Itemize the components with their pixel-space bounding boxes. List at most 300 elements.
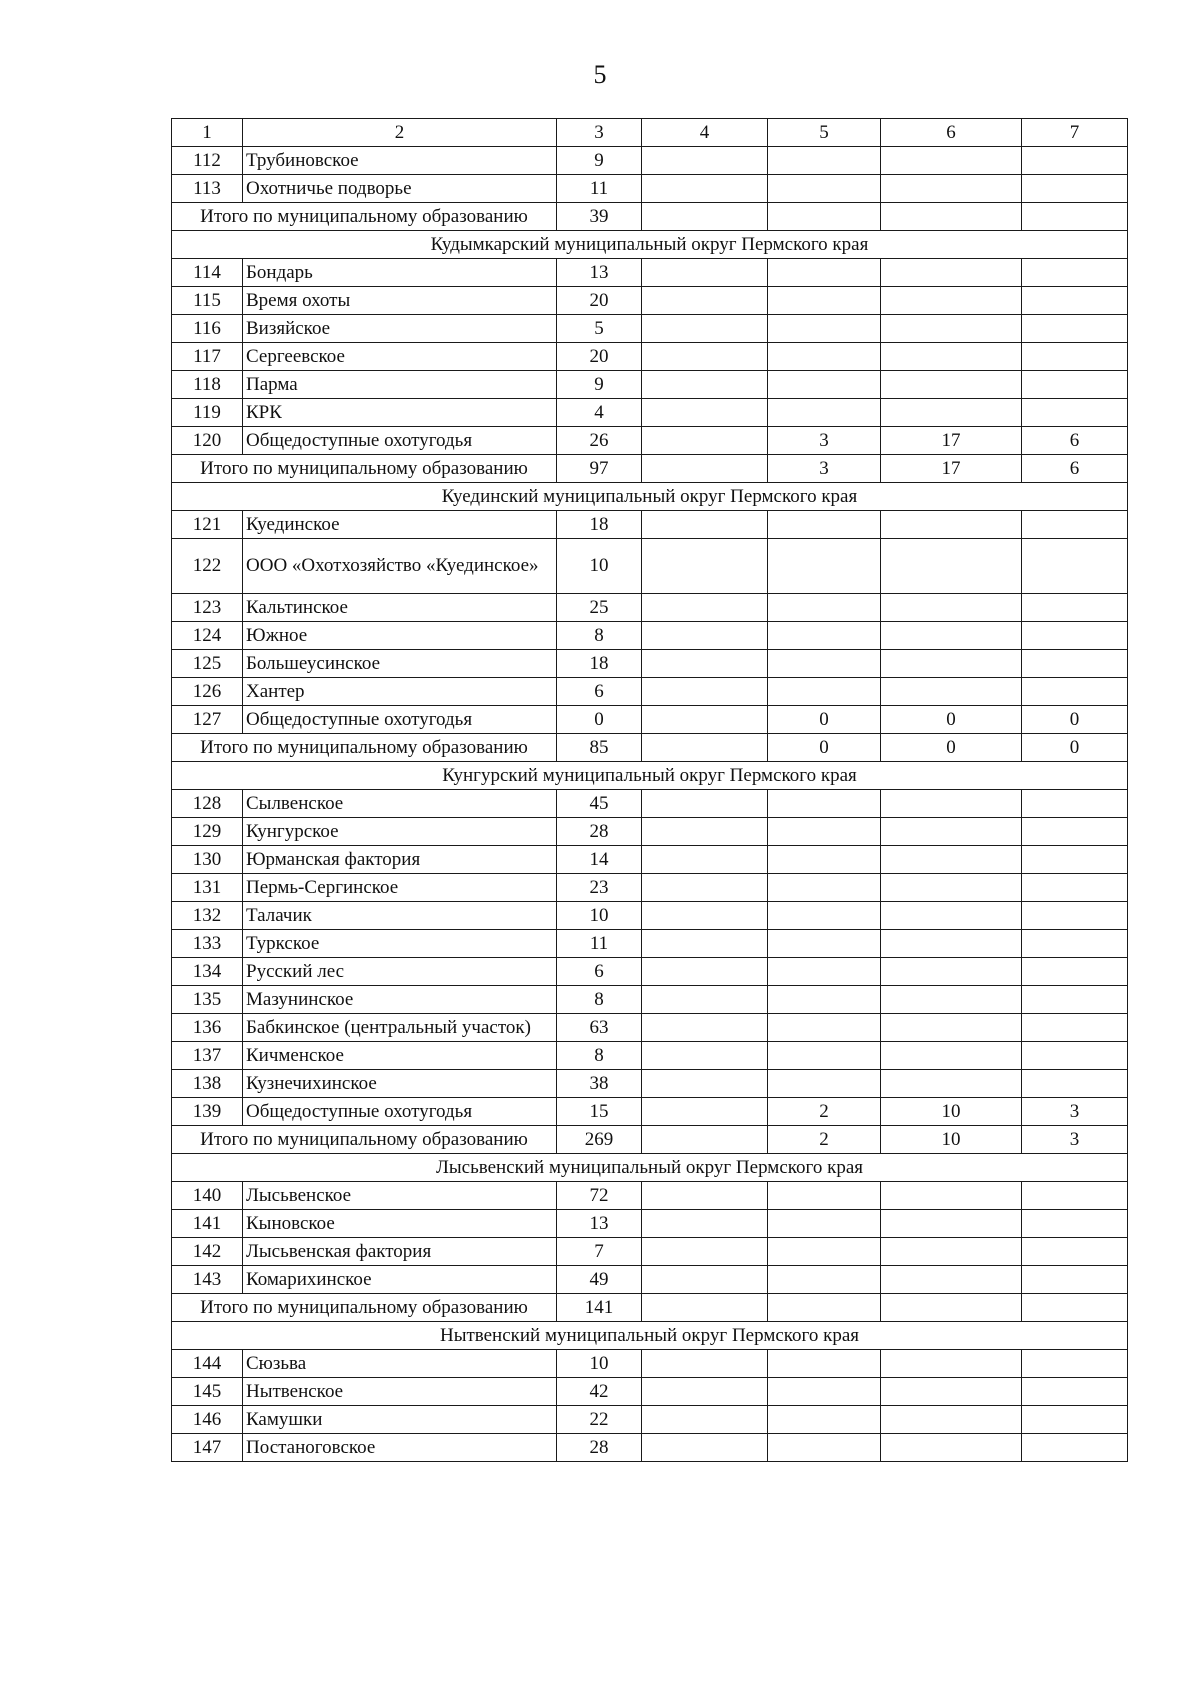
hunting-ground-name: Кыновское xyxy=(243,1210,557,1238)
cell-col6 xyxy=(881,930,1022,958)
cell-col5: 0 xyxy=(768,706,881,734)
header-cell: 2 xyxy=(243,119,557,147)
cell-col7 xyxy=(1022,1350,1128,1378)
hunting-ground-name: Туркское xyxy=(243,930,557,958)
row-number: 123 xyxy=(172,594,243,622)
cell-col7 xyxy=(1022,818,1128,846)
hunting-ground-name: Время охоты xyxy=(243,287,557,315)
total-label: Итого по муниципальному образованию xyxy=(172,203,557,231)
cell-col7: 6 xyxy=(1022,427,1128,455)
header-cell: 3 xyxy=(557,119,642,147)
cell-col6: 10 xyxy=(881,1126,1022,1154)
cell-col7 xyxy=(1022,1266,1128,1294)
cell-col7 xyxy=(1022,1210,1128,1238)
hunting-ground-name: ООО «Охотхозяйство «Куединское» xyxy=(243,539,557,594)
cell-col4 xyxy=(642,1406,768,1434)
cell-col5 xyxy=(768,650,881,678)
table-row xyxy=(172,622,1128,650)
row-number: 126 xyxy=(172,678,243,706)
hunting-ground-name: Трубиновское xyxy=(243,147,557,175)
page-number: 5 xyxy=(593,60,607,89)
row-number: 117 xyxy=(172,343,243,371)
cell-col6 xyxy=(881,1294,1022,1322)
table-row xyxy=(172,371,1128,399)
hunting-ground-name: Кунгурское xyxy=(243,818,557,846)
cell-col4 xyxy=(642,259,768,287)
row-number: 118 xyxy=(172,371,243,399)
cell-col6: 0 xyxy=(881,706,1022,734)
row-number: 142 xyxy=(172,1238,243,1266)
cell-col5 xyxy=(768,986,881,1014)
cell-col7 xyxy=(1022,1434,1128,1462)
cell-col6 xyxy=(881,650,1022,678)
hunting-ground-name: Кичменское xyxy=(243,1042,557,1070)
row-number: 127 xyxy=(172,706,243,734)
cell-col4 xyxy=(642,399,768,427)
cell-col5 xyxy=(768,846,881,874)
row-number: 141 xyxy=(172,1210,243,1238)
cell-col5 xyxy=(768,1266,881,1294)
cell-col3: 5 xyxy=(557,315,642,343)
hunting-ground-name: Визяйское xyxy=(243,315,557,343)
cell-col6: 17 xyxy=(881,455,1022,483)
cell-col6 xyxy=(881,511,1022,539)
section-title: Нытвенский муниципальный округ Пермского края xyxy=(172,1322,1128,1350)
cell-col3: 9 xyxy=(557,147,642,175)
cell-col6 xyxy=(881,594,1022,622)
section-title: Куединский муниципальный округ Пермского края xyxy=(172,483,1128,511)
hunting-ground-name: Куединское xyxy=(243,511,557,539)
cell-col5 xyxy=(768,1210,881,1238)
cell-col7: 0 xyxy=(1022,734,1128,762)
cell-col7 xyxy=(1022,874,1128,902)
cell-col7 xyxy=(1022,650,1128,678)
cell-col5 xyxy=(768,1070,881,1098)
cell-col3: 28 xyxy=(557,1434,642,1462)
hunting-ground-name: Постаноговское xyxy=(243,1434,557,1462)
cell-col7 xyxy=(1022,678,1128,706)
cell-col3: 0 xyxy=(557,706,642,734)
cell-col6 xyxy=(881,1266,1022,1294)
row-number: 125 xyxy=(172,650,243,678)
cell-col6 xyxy=(881,1210,1022,1238)
cell-col6 xyxy=(881,846,1022,874)
row-number: 119 xyxy=(172,399,243,427)
table-row xyxy=(172,706,1128,734)
table-row xyxy=(172,1238,1128,1266)
cell-col3: 13 xyxy=(557,259,642,287)
hunting-ground-name: Талачик xyxy=(243,902,557,930)
cell-col7: 0 xyxy=(1022,706,1128,734)
cell-col3: 45 xyxy=(557,790,642,818)
hunting-ground-name: Лысьвенское xyxy=(243,1182,557,1210)
hunting-ground-name: Общедоступные охотугодья xyxy=(243,1098,557,1126)
cell-col7 xyxy=(1022,622,1128,650)
cell-col3: 97 xyxy=(557,455,642,483)
cell-col4 xyxy=(642,1098,768,1126)
hunting-ground-name: Пермь-Сергинское xyxy=(243,874,557,902)
cell-col7: 3 xyxy=(1022,1126,1128,1154)
row-number: 128 xyxy=(172,790,243,818)
cell-col3: 7 xyxy=(557,1238,642,1266)
cell-col7 xyxy=(1022,594,1128,622)
cell-col7 xyxy=(1022,902,1128,930)
cell-col6 xyxy=(881,1378,1022,1406)
cell-col3: 23 xyxy=(557,874,642,902)
cell-col7 xyxy=(1022,343,1128,371)
cell-col3: 42 xyxy=(557,1378,642,1406)
cell-col7 xyxy=(1022,203,1128,231)
cell-col3: 49 xyxy=(557,1266,642,1294)
cell-col5 xyxy=(768,958,881,986)
cell-col3: 10 xyxy=(557,902,642,930)
cell-col4 xyxy=(642,1126,768,1154)
cell-col6 xyxy=(881,902,1022,930)
cell-col4 xyxy=(642,1378,768,1406)
cell-col4 xyxy=(642,1182,768,1210)
hunting-ground-name: Сергеевское xyxy=(243,343,557,371)
header-cell: 7 xyxy=(1022,119,1128,147)
cell-col6 xyxy=(881,371,1022,399)
cell-col4 xyxy=(642,203,768,231)
row-number: 147 xyxy=(172,1434,243,1462)
cell-col6 xyxy=(881,1182,1022,1210)
table-row xyxy=(172,930,1128,958)
hunting-ground-name: Большеусинское xyxy=(243,650,557,678)
cell-col7: 3 xyxy=(1022,1098,1128,1126)
cell-col7 xyxy=(1022,1182,1128,1210)
hunting-ground-name: Охотничье подворье xyxy=(243,175,557,203)
cell-col4 xyxy=(642,846,768,874)
cell-col5 xyxy=(768,902,881,930)
total-row xyxy=(172,203,1128,231)
row-number: 121 xyxy=(172,511,243,539)
cell-col7 xyxy=(1022,259,1128,287)
hunting-ground-name: Сюзьва xyxy=(243,1350,557,1378)
cell-col7 xyxy=(1022,986,1128,1014)
cell-col4 xyxy=(642,147,768,175)
table-row xyxy=(172,287,1128,315)
cell-col6 xyxy=(881,287,1022,315)
cell-col3: 25 xyxy=(557,594,642,622)
cell-col6 xyxy=(881,874,1022,902)
hunting-ground-name: КРК xyxy=(243,399,557,427)
cell-col5 xyxy=(768,930,881,958)
header-row xyxy=(172,119,1128,147)
hunting-ground-name: Южное xyxy=(243,622,557,650)
cell-col5 xyxy=(768,1378,881,1406)
section-header-row xyxy=(172,1322,1128,1350)
table-row xyxy=(172,1266,1128,1294)
cell-col3: 6 xyxy=(557,958,642,986)
cell-col5 xyxy=(768,287,881,315)
cell-col3: 20 xyxy=(557,343,642,371)
table-body xyxy=(172,119,1128,1462)
row-number: 134 xyxy=(172,958,243,986)
cell-col6 xyxy=(881,1350,1022,1378)
cell-col7 xyxy=(1022,1378,1128,1406)
table-row xyxy=(172,1182,1128,1210)
cell-col7 xyxy=(1022,511,1128,539)
hunting-ground-name: Нытвенское xyxy=(243,1378,557,1406)
table-row xyxy=(172,399,1128,427)
hunting-ground-name: Общедоступные охотугодья xyxy=(243,706,557,734)
table-row xyxy=(172,594,1128,622)
section-header-row xyxy=(172,1154,1128,1182)
cell-col5 xyxy=(768,1294,881,1322)
cell-col6 xyxy=(881,1014,1022,1042)
cell-col5: 0 xyxy=(768,734,881,762)
hunting-ground-name: Бабкинское (центральный участок) xyxy=(243,1014,557,1042)
cell-col4 xyxy=(642,539,768,594)
cell-col5 xyxy=(768,343,881,371)
cell-col7: 6 xyxy=(1022,455,1128,483)
hunting-ground-name: Русский лес xyxy=(243,958,557,986)
cell-col5 xyxy=(768,594,881,622)
cell-col6 xyxy=(881,399,1022,427)
cell-col3: 11 xyxy=(557,930,642,958)
cell-col6 xyxy=(881,818,1022,846)
row-number: 133 xyxy=(172,930,243,958)
cell-col7 xyxy=(1022,1070,1128,1098)
table-row xyxy=(172,1350,1128,1378)
row-number: 137 xyxy=(172,1042,243,1070)
cell-col4 xyxy=(642,650,768,678)
row-number: 146 xyxy=(172,1406,243,1434)
row-number: 131 xyxy=(172,874,243,902)
cell-col6 xyxy=(881,1238,1022,1266)
hunting-ground-name: Кузнечихинское xyxy=(243,1070,557,1098)
table-row xyxy=(172,1378,1128,1406)
row-number: 144 xyxy=(172,1350,243,1378)
cell-col4 xyxy=(642,371,768,399)
cell-col5 xyxy=(768,1406,881,1434)
cell-col7 xyxy=(1022,315,1128,343)
hunting-ground-name: Лысьвенская фактория xyxy=(243,1238,557,1266)
table-row xyxy=(172,902,1128,930)
table-row xyxy=(172,1014,1128,1042)
cell-col7 xyxy=(1022,790,1128,818)
cell-col6 xyxy=(881,203,1022,231)
row-number: 120 xyxy=(172,427,243,455)
table-row xyxy=(172,986,1128,1014)
cell-col5 xyxy=(768,1238,881,1266)
cell-col3: 4 xyxy=(557,399,642,427)
cell-col5 xyxy=(768,1014,881,1042)
cell-col7 xyxy=(1022,399,1128,427)
cell-col5 xyxy=(768,539,881,594)
cell-col3: 15 xyxy=(557,1098,642,1126)
cell-col5 xyxy=(768,371,881,399)
cell-col4 xyxy=(642,1070,768,1098)
cell-col5 xyxy=(768,175,881,203)
header-cell: 6 xyxy=(881,119,1022,147)
cell-col7 xyxy=(1022,930,1128,958)
table-row xyxy=(172,1406,1128,1434)
cell-col5: 3 xyxy=(768,455,881,483)
total-label: Итого по муниципальному образованию xyxy=(172,1294,557,1322)
hunting-ground-name: Камушки xyxy=(243,1406,557,1434)
cell-col3: 14 xyxy=(557,846,642,874)
cell-col7 xyxy=(1022,371,1128,399)
table-row xyxy=(172,175,1128,203)
cell-col7 xyxy=(1022,147,1128,175)
hunting-ground-name: Сылвенское xyxy=(243,790,557,818)
row-number: 122 xyxy=(172,539,243,594)
cell-col5 xyxy=(768,1434,881,1462)
cell-col6 xyxy=(881,175,1022,203)
hunting-ground-name: Хантер xyxy=(243,678,557,706)
section-title: Лысьвенский муниципальный округ Пермского края xyxy=(172,1154,1128,1182)
cell-col5 xyxy=(768,818,881,846)
cell-col3: 8 xyxy=(557,622,642,650)
cell-col4 xyxy=(642,930,768,958)
cell-col5: 3 xyxy=(768,427,881,455)
row-number: 143 xyxy=(172,1266,243,1294)
cell-col4 xyxy=(642,734,768,762)
section-header-row xyxy=(172,762,1128,790)
section-title: Кунгурский муниципальный округ Пермского края xyxy=(172,762,1128,790)
row-number: 130 xyxy=(172,846,243,874)
row-number: 135 xyxy=(172,986,243,1014)
cell-col6: 17 xyxy=(881,427,1022,455)
row-number: 136 xyxy=(172,1014,243,1042)
cell-col4 xyxy=(642,427,768,455)
total-row xyxy=(172,734,1128,762)
row-number: 138 xyxy=(172,1070,243,1098)
cell-col7 xyxy=(1022,1238,1128,1266)
table-row xyxy=(172,650,1128,678)
cell-col5 xyxy=(768,203,881,231)
row-number: 116 xyxy=(172,315,243,343)
cell-col5 xyxy=(768,790,881,818)
cell-col4 xyxy=(642,986,768,1014)
cell-col4 xyxy=(642,874,768,902)
cell-col6 xyxy=(881,343,1022,371)
row-number: 114 xyxy=(172,259,243,287)
table-row xyxy=(172,1070,1128,1098)
table-row xyxy=(172,315,1128,343)
cell-col7 xyxy=(1022,539,1128,594)
row-number: 113 xyxy=(172,175,243,203)
cell-col3: 72 xyxy=(557,1182,642,1210)
cell-col5: 2 xyxy=(768,1126,881,1154)
table-row xyxy=(172,1434,1128,1462)
cell-col3: 10 xyxy=(557,1350,642,1378)
table-row xyxy=(172,846,1128,874)
cell-col4 xyxy=(642,315,768,343)
cell-col6 xyxy=(881,622,1022,650)
cell-col3: 8 xyxy=(557,1042,642,1070)
cell-col4 xyxy=(642,1042,768,1070)
table-row xyxy=(172,790,1128,818)
cell-col5 xyxy=(768,678,881,706)
table-row xyxy=(172,1042,1128,1070)
section-title: Кудымкарский муниципальный округ Пермского края xyxy=(172,231,1128,259)
section-header-row xyxy=(172,483,1128,511)
cell-col4 xyxy=(642,511,768,539)
cell-col6 xyxy=(881,1042,1022,1070)
cell-col3: 26 xyxy=(557,427,642,455)
cell-col3: 9 xyxy=(557,371,642,399)
cell-col7 xyxy=(1022,1406,1128,1434)
hunting-ground-name: Бондарь xyxy=(243,259,557,287)
cell-col4 xyxy=(642,594,768,622)
cell-col5 xyxy=(768,315,881,343)
row-number: 129 xyxy=(172,818,243,846)
cell-col5 xyxy=(768,1182,881,1210)
table-row xyxy=(172,427,1128,455)
cell-col4 xyxy=(642,622,768,650)
cell-col6 xyxy=(881,678,1022,706)
section-header-row xyxy=(172,231,1128,259)
cell-col6 xyxy=(881,315,1022,343)
cell-col7 xyxy=(1022,846,1128,874)
cell-col6 xyxy=(881,259,1022,287)
cell-col7 xyxy=(1022,287,1128,315)
cell-col3: 141 xyxy=(557,1294,642,1322)
cell-col6 xyxy=(881,1434,1022,1462)
cell-col3: 28 xyxy=(557,818,642,846)
cell-col7 xyxy=(1022,175,1128,203)
total-label: Итого по муниципальному образованию xyxy=(172,455,557,483)
cell-col6 xyxy=(881,1070,1022,1098)
total-label: Итого по муниципальному образованию xyxy=(172,1126,557,1154)
hunting-ground-name: Парма xyxy=(243,371,557,399)
cell-col3: 269 xyxy=(557,1126,642,1154)
cell-col6: 10 xyxy=(881,1098,1022,1126)
cell-col5 xyxy=(768,259,881,287)
cell-col3: 13 xyxy=(557,1210,642,1238)
header-cell: 5 xyxy=(768,119,881,147)
row-number: 145 xyxy=(172,1378,243,1406)
cell-col4 xyxy=(642,1294,768,1322)
total-row xyxy=(172,455,1128,483)
cell-col6 xyxy=(881,539,1022,594)
cell-col7 xyxy=(1022,1042,1128,1070)
cell-col4 xyxy=(642,1350,768,1378)
row-number: 124 xyxy=(172,622,243,650)
table-row xyxy=(172,678,1128,706)
table-row xyxy=(172,958,1128,986)
table-row xyxy=(172,874,1128,902)
cell-col7 xyxy=(1022,958,1128,986)
cell-col4 xyxy=(642,790,768,818)
table-row xyxy=(172,818,1128,846)
cell-col6 xyxy=(881,958,1022,986)
cell-col3: 85 xyxy=(557,734,642,762)
row-number: 115 xyxy=(172,287,243,315)
cell-col7 xyxy=(1022,1294,1128,1322)
cell-col3: 39 xyxy=(557,203,642,231)
row-number: 132 xyxy=(172,902,243,930)
cell-col4 xyxy=(642,1238,768,1266)
hunting-ground-name: Комарихинское xyxy=(243,1266,557,1294)
total-row xyxy=(172,1126,1128,1154)
cell-col4 xyxy=(642,343,768,371)
table-row xyxy=(172,511,1128,539)
cell-col3: 18 xyxy=(557,650,642,678)
cell-col6 xyxy=(881,147,1022,175)
row-number: 140 xyxy=(172,1182,243,1210)
hunting-ground-name: Кальтинское xyxy=(243,594,557,622)
header-cell: 4 xyxy=(642,119,768,147)
hunting-ground-name: Общедоступные охотугодья xyxy=(243,427,557,455)
cell-col5 xyxy=(768,622,881,650)
row-number: 139 xyxy=(172,1098,243,1126)
table-row xyxy=(172,1098,1128,1126)
cell-col5: 2 xyxy=(768,1098,881,1126)
